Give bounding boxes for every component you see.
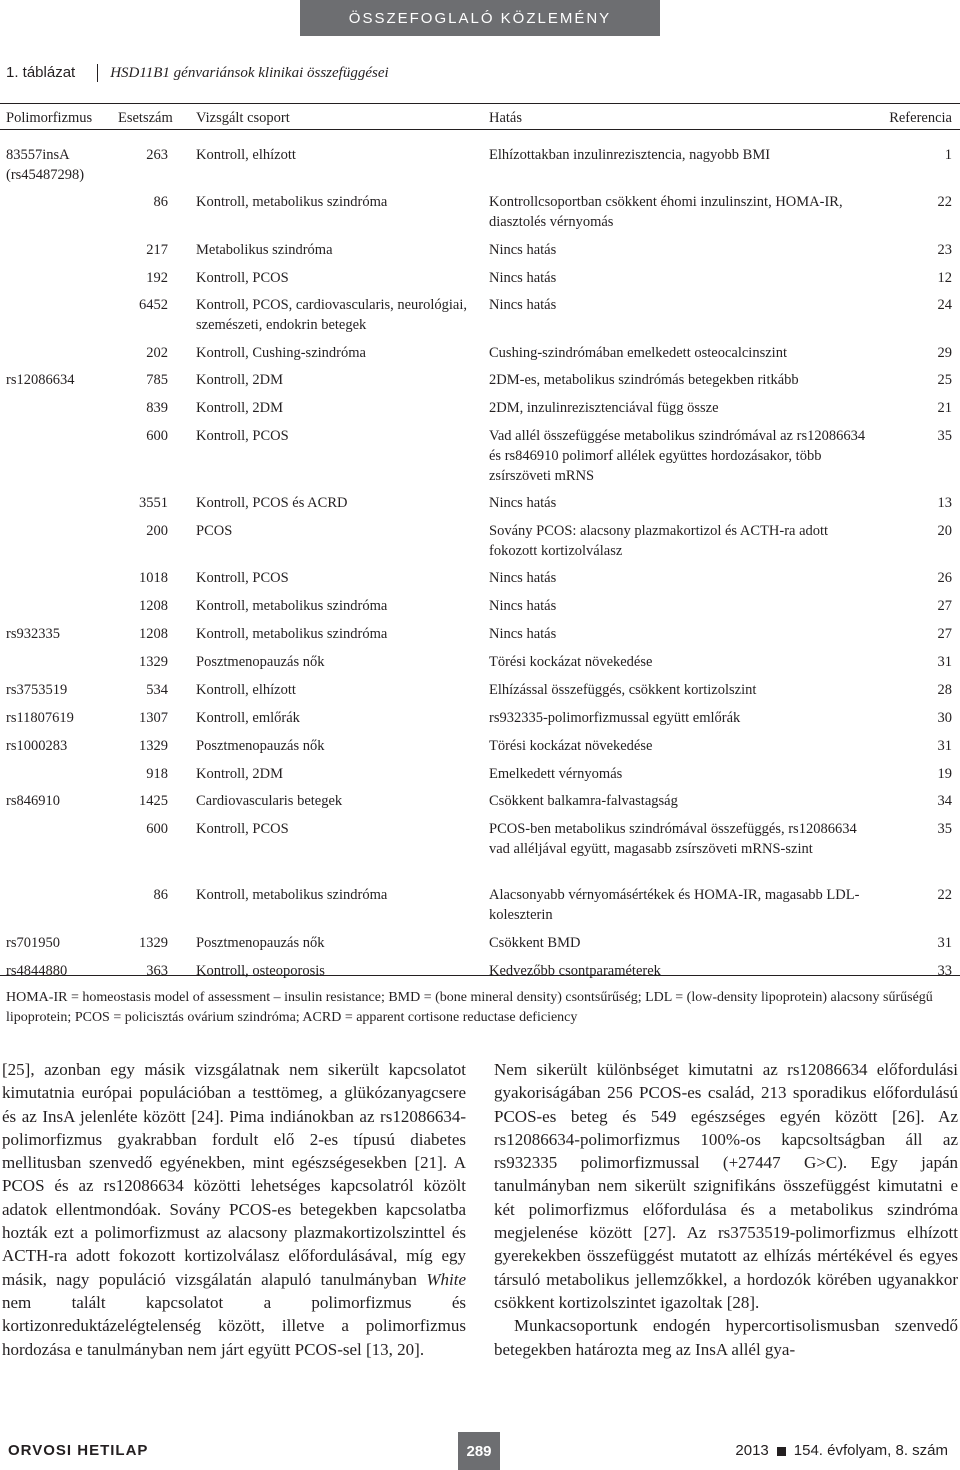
table-cell-referencia: 22 [937,887,952,903]
table-cell-referencia: 12 [937,270,952,286]
table-cell-referencia: 19 [937,766,952,782]
table-caption [6,64,389,82]
table-cell-csoport: Posztmenopauzás nők [196,654,325,670]
col-header-esetszam: Esetszám [118,110,173,126]
table-cell-hatas: rs932335-polimorfizmussal együtt emlőrák [489,710,741,726]
table-cell-esetszam: 785 [146,372,168,388]
table-cell-hatas: Nincs hatás [489,626,557,642]
table-cell-esetszam: 86 [153,194,168,210]
table-cell-referencia: 33 [937,963,952,979]
table-cell-esetszam: 839 [146,400,168,416]
table-cell-csoport: Kontroll, Cushing-szindróma [196,345,366,361]
table-cell-csoport: Posztmenopauzás nők [196,935,325,951]
table-cell-referencia: 31 [937,654,952,670]
table-cell-polimorfizmus: rs4844880 [6,963,68,979]
table-cell-hatas: Kontrollcsoportban csökkent éhomi inzulinszint, HOMA-IR, diasztolés vérnyomás [489,194,843,230]
body-text: [25], azonban egy másik vizsgálatnak nem sikerült kapcsolatot kimutatnia európai populációban a testtömeg, a glükózanyagcsere és az InsA jelenléte között [24]. Pima indiánokban az rs12086634-polimorfizmus gyakrabban fordult elő 2-es típusú diabetes mellitusban szenvedő egyénekben, mint egészségesekben [21]. A PCOS és az rs12086634 közötti lehetséges kapcsolatról közölt adatok ellentmondóak. Sovány PCOS-es betegekben kapcsolatba hozták ezt a polimorfizmust az alacsony plazmakortizolszinttel és ACTH-ra adott fokozott kortizolválasz előfordulásával, míg egy másik, nagy populáció vizsgálatán alapuló tanulmányban [2,1060,466,1289]
table-cell-csoport: Kontroll, metabolikus szindróma [196,598,388,614]
table-cell-csoport: Kontroll, metabolikus szindróma [196,194,388,210]
table-cell-referencia: 22 [937,194,952,210]
table-cell-referencia: 20 [937,523,952,539]
body-column-right [494,1058,958,1361]
year: 2013 [735,1442,769,1459]
col-header-referencia: Referencia [889,110,952,126]
table-cell-hatas: Elhízással összefüggés, csökkent kortizolszint [489,682,757,698]
body-paragraph: Munkacsoportunk endogén hypercortisolismusban szenvedő betegekben határozta meg az InsA allél gya- [494,1316,958,1359]
author-name: White [426,1269,466,1289]
table-cell-csoport: Kontroll, PCOS, cardiovascularis, neurológiai, szemészeti, endokrin betegek [196,297,468,333]
table-cell-esetszam: 1208 [139,598,168,614]
col-header-polimorfizmus: Polimorfizmus [6,110,93,126]
table-cell-referencia: 31 [937,935,952,951]
table-cell-hatas: Nincs hatás [489,495,557,511]
table-cell-csoport: Kontroll, PCOS [196,821,289,837]
issue-info [735,1442,948,1459]
abbreviation-note: HOMA-IR = homeostasis model of assessment – insulin resistance; BMD = (bone mineral density) csontsűrűség; LDL = (low-density lipoprotein) alacsony sűrűségű lipoprotein; PCOS = policisztás ovárium szindróma; ACRD = apparent cortisone reductase deficiency [6,990,933,1025]
table-cell-esetszam: 1329 [139,935,168,951]
table-cell-hatas: Alacsonyabb vérnyomásértékek és HOMA-IR, magasabb LDL-koleszterin [489,887,860,923]
table-cell-csoport: Kontroll, metabolikus szindróma [196,626,388,642]
table-title: HSD11B1 génvariánsok klinikai összefüggései [110,65,389,81]
table-cell-hatas: Nincs hatás [489,270,557,286]
table-cell-hatas: 2DM, inzulinrezisztenciával függ össze [489,400,719,416]
table-cell-csoport: Kontroll, elhízott [196,147,296,163]
table-cell-referencia: 23 [937,242,952,258]
journal-name: ORVOSI HETILAP [8,1442,149,1459]
table-cell-hatas: Sovány PCOS: alacsony plazmakortizol és ACTH-ra adott fokozott kortizolválasz [489,523,829,559]
table-cell-csoport: Kontroll, PCOS [196,270,289,286]
table-cell-hatas: Nincs hatás [489,598,557,614]
table-cell-referencia: 27 [937,598,952,614]
table-cell-esetszam: 534 [146,682,168,698]
table-cell-esetszam: 192 [146,270,168,286]
table-cell-esetszam: 3551 [139,495,168,511]
table-cell-csoport: Kontroll, PCOS és ACRD [196,495,348,511]
table-cell-polimorfizmus: 83557insA (rs45487298) [6,147,85,183]
body-text: nem talált kapcsolatot a polimorfizmus és kortizonreduktázelégtelenség között, illetve a polimorfizmus hordozása e tanulmányban nem járt együtt PCOS-sel [13, 20]. [2,1292,466,1359]
table-cell-esetszam: 202 [146,345,168,361]
section-header: ÖSSZEFOGLALÓ KÖZLEMÉNY [300,0,660,36]
table-cell-hatas: Törési kockázat növekedése [489,654,653,670]
table-cell-csoport: Cardiovascularis betegek [196,793,343,809]
page-number: 289 [458,1432,500,1470]
square-separator-icon [777,1447,786,1456]
table-cell-hatas: Emelkedett vérnyomás [489,766,623,782]
body-paragraph: Nem sikerült különbséget kimutatni az rs12086634 előfordulási gyakoriságában 256 PCOS-es család, 213 sporadikus előfordulású PCOS-es beteg és 549 egészséges egyén között [26]. Az rs12086634-polimorfizmus 100%-os kapcsoltságban áll az rs932335 polimorfizmussal (+27447 G>C). Egy japán tanulmányban nem sikerült szignifikáns összefüggést kimutatni e két polimorfizmus előfordulása és a metabolikus szindróma megjelenése között [27]. Az rs3753519-polimorfizmus elhízott gyerekekben összefüggést mutatott az elhízás mértékével és egyes társuló metabolikus jellemzőkkel, a hordozók körében ugyanakkor csökkent kortizolszintet igazoltak [28]. [494,1060,958,1312]
table-cell-referencia: 24 [937,297,952,313]
table-cell-csoport: Kontroll, emlőrák [196,710,300,726]
table-cell-esetszam: 600 [146,428,168,444]
table-cell-hatas: Csökkent BMD [489,935,581,951]
table-cell-referencia: 27 [937,626,952,642]
table-cell-esetszam: 6452 [139,297,168,313]
table-cell-esetszam: 1425 [139,793,168,809]
table-cell-referencia: 25 [937,372,952,388]
table-cell-hatas: Nincs hatás [489,297,557,313]
table-cell-esetszam: 1329 [139,738,168,754]
table-cell-csoport: Kontroll, 2DM [196,400,283,416]
caption-divider [97,64,98,82]
body-column-left [2,1058,466,1361]
volume: 154. évfolyam, 8. szám [793,1442,948,1459]
table-cell-esetszam: 918 [146,766,168,782]
table-top-rule [0,103,960,104]
table-cell-esetszam: 1307 [139,710,168,726]
table-cell-hatas: Cushing-szindrómában emelkedett osteocalcinszint [489,345,787,361]
table-cell-polimorfizmus: rs932335 [6,626,60,642]
col-header-hatas: Hatás [489,110,523,126]
table-cell-esetszam: 1208 [139,626,168,642]
table-cell-esetszam: 1329 [139,654,168,670]
table-cell-referencia: 29 [937,345,952,361]
col-header-csoport: Vizsgált csoport [196,110,290,126]
table-cell-referencia: 28 [937,682,952,698]
table-cell-hatas: Kedvezőbb csontparaméterek [489,963,661,979]
table-cell-csoport: Kontroll, PCOS [196,570,289,586]
table-cell-hatas: Nincs hatás [489,570,557,586]
table-cell-csoport: PCOS [196,523,233,539]
table-cell-esetszam: 263 [146,147,168,163]
table-cell-referencia: 21 [937,400,952,416]
table-cell-hatas: Vad allél összefüggése metabolikus szindrómával az rs12086634 és rs846910 polimorf allélek együttes hordozásakor, több zsírszöveti mRNS [489,428,866,484]
table-cell-referencia: 35 [937,428,952,444]
table-cell-csoport: Kontroll, metabolikus szindróma [196,887,388,903]
table-cell-polimorfizmus: rs12086634 [6,372,75,388]
table-cell-esetszam: 217 [146,242,168,258]
table-cell-hatas: Elhízottakban inzulinrezisztencia, nagyobb BMI [489,147,771,163]
table-cell-polimorfizmus: rs1000283 [6,738,68,754]
table-cell-hatas: Csökkent balkamra-falvastagság [489,793,678,809]
table-cell-polimorfizmus: rs846910 [6,793,60,809]
table-label: 1. táblázat [6,64,76,81]
table-cell-referencia: 35 [937,821,952,837]
table-cell-hatas: Törési kockázat növekedése [489,738,653,754]
table-cell-esetszam: 200 [146,523,168,539]
table-cell-esetszam: 86 [153,887,168,903]
table-cell-csoport: Kontroll, 2DM [196,766,283,782]
table-cell-hatas: 2DM-es, metabolikus szindrómás betegekben ritkább [489,372,799,388]
table-cell-csoport: Metabolikus szindróma [196,242,333,258]
table-cell-esetszam: 600 [146,821,168,837]
table-cell-csoport: Kontroll, elhízott [196,682,296,698]
table-cell-referencia: 30 [937,710,952,726]
table-cell-csoport: Kontroll, PCOS [196,428,289,444]
table-cell-referencia: 1 [944,147,952,163]
table-cell-polimorfizmus: rs11807619 [6,710,74,726]
table-cell-referencia: 13 [937,495,952,511]
table-cell-referencia: 31 [937,738,952,754]
table-cell-csoport: Kontroll, osteoporosis [196,963,325,979]
table-header-rule [0,129,960,130]
table-cell-referencia: 26 [937,570,952,586]
table-cell-referencia: 34 [937,793,952,809]
table-cell-hatas: Nincs hatás [489,242,557,258]
table-cell-polimorfizmus: rs3753519 [6,682,68,698]
table-cell-csoport: Posztmenopauzás nők [196,738,325,754]
table-cell-esetszam: 363 [146,963,168,979]
table-cell-hatas: PCOS-ben metabolikus szindrómával összefüggés, rs12086634 vad alléljával együtt, magasabb zsírszöveti mRNS-szint [489,821,857,857]
table-cell-polimorfizmus: rs701950 [6,935,60,951]
table-cell-esetszam: 1018 [139,570,168,586]
table-cell-csoport: Kontroll, 2DM [196,372,283,388]
